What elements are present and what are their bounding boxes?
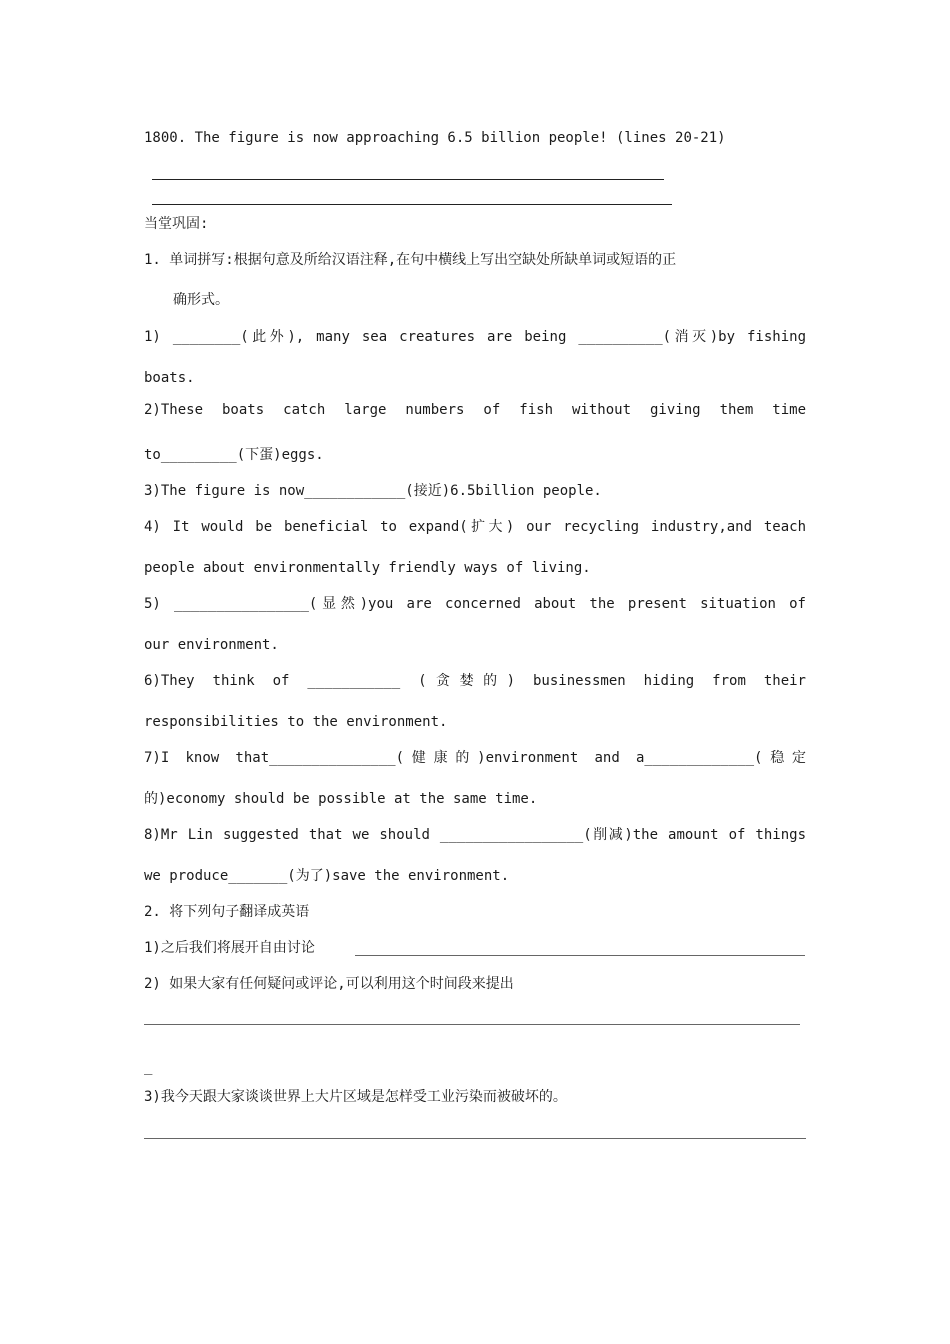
item-6-line-2: responsibilities to the environment.: [144, 714, 448, 730]
translation-1: 1)之后我们将展开自由讨论: [144, 940, 315, 956]
item-5-line-1: 5) ________________(显然)you are concerned about the present situation of: [144, 596, 806, 612]
item-8-line-2: we produce_______(为了)save the environment.: [144, 868, 510, 884]
item-1-line-2: boats.: [144, 370, 195, 386]
section-heading: 当堂巩固:: [144, 216, 209, 232]
question-2-title: 2. 将下列句子翻译成英语: [144, 904, 310, 920]
item-2-line-2: to_________(下蛋)eggs.: [144, 447, 324, 463]
answer-line[interactable]: [144, 1138, 806, 1139]
item-4-line-1: 4) It would be beneficial to expand(扩大) our recycling industry,and teach: [144, 519, 806, 535]
answer-line[interactable]: [152, 179, 664, 180]
translation-2-continued: _: [144, 1059, 153, 1075]
translation-2: 2) 如果大家有任何疑问或评论,可以利用这个时间段来提出: [144, 976, 514, 992]
item-3: 3)The figure is now____________(接近)6.5billion people.: [144, 483, 602, 499]
item-5-line-2: our environment.: [144, 637, 279, 653]
item-4-line-2: people about environmentally friendly ways of living.: [144, 560, 591, 576]
item-8-line-1: 8)Mr Lin suggested that we should _________________(削减)the amount of things: [144, 827, 806, 843]
intro-line: 1800. The figure is now approaching 6.5 billion people! (lines 20-21): [144, 130, 726, 146]
answer-line[interactable]: [355, 955, 805, 956]
item-7-line-1: 7)I know that_______________(健康的)environment and a_____________(稳定: [144, 750, 806, 766]
item-1-line-1: 1) ________(此外), many sea creatures are being __________(消灭)by fishing: [144, 329, 806, 345]
item-7-line-2: 的)economy should be possible at the same time.: [144, 791, 538, 807]
translation-3: 3)我今天跟大家谈谈世界上大片区域是怎样受工业污染而被破坏的。: [144, 1089, 567, 1105]
item-2-line-1: 2)These boats catch large numbers of fish without giving them time: [144, 402, 806, 418]
question-1-title: 1. 单词拼写:根据句意及所给汉语注释,在句中横线上写出空缺处所缺单词或短语的正: [144, 252, 677, 268]
question-1-title-continued: 确形式。: [173, 292, 229, 308]
item-6-line-1: 6)They think of ___________ (贪婪的) businessmen hiding from their: [144, 673, 806, 689]
answer-line[interactable]: [144, 1024, 800, 1025]
answer-line[interactable]: [152, 204, 672, 205]
